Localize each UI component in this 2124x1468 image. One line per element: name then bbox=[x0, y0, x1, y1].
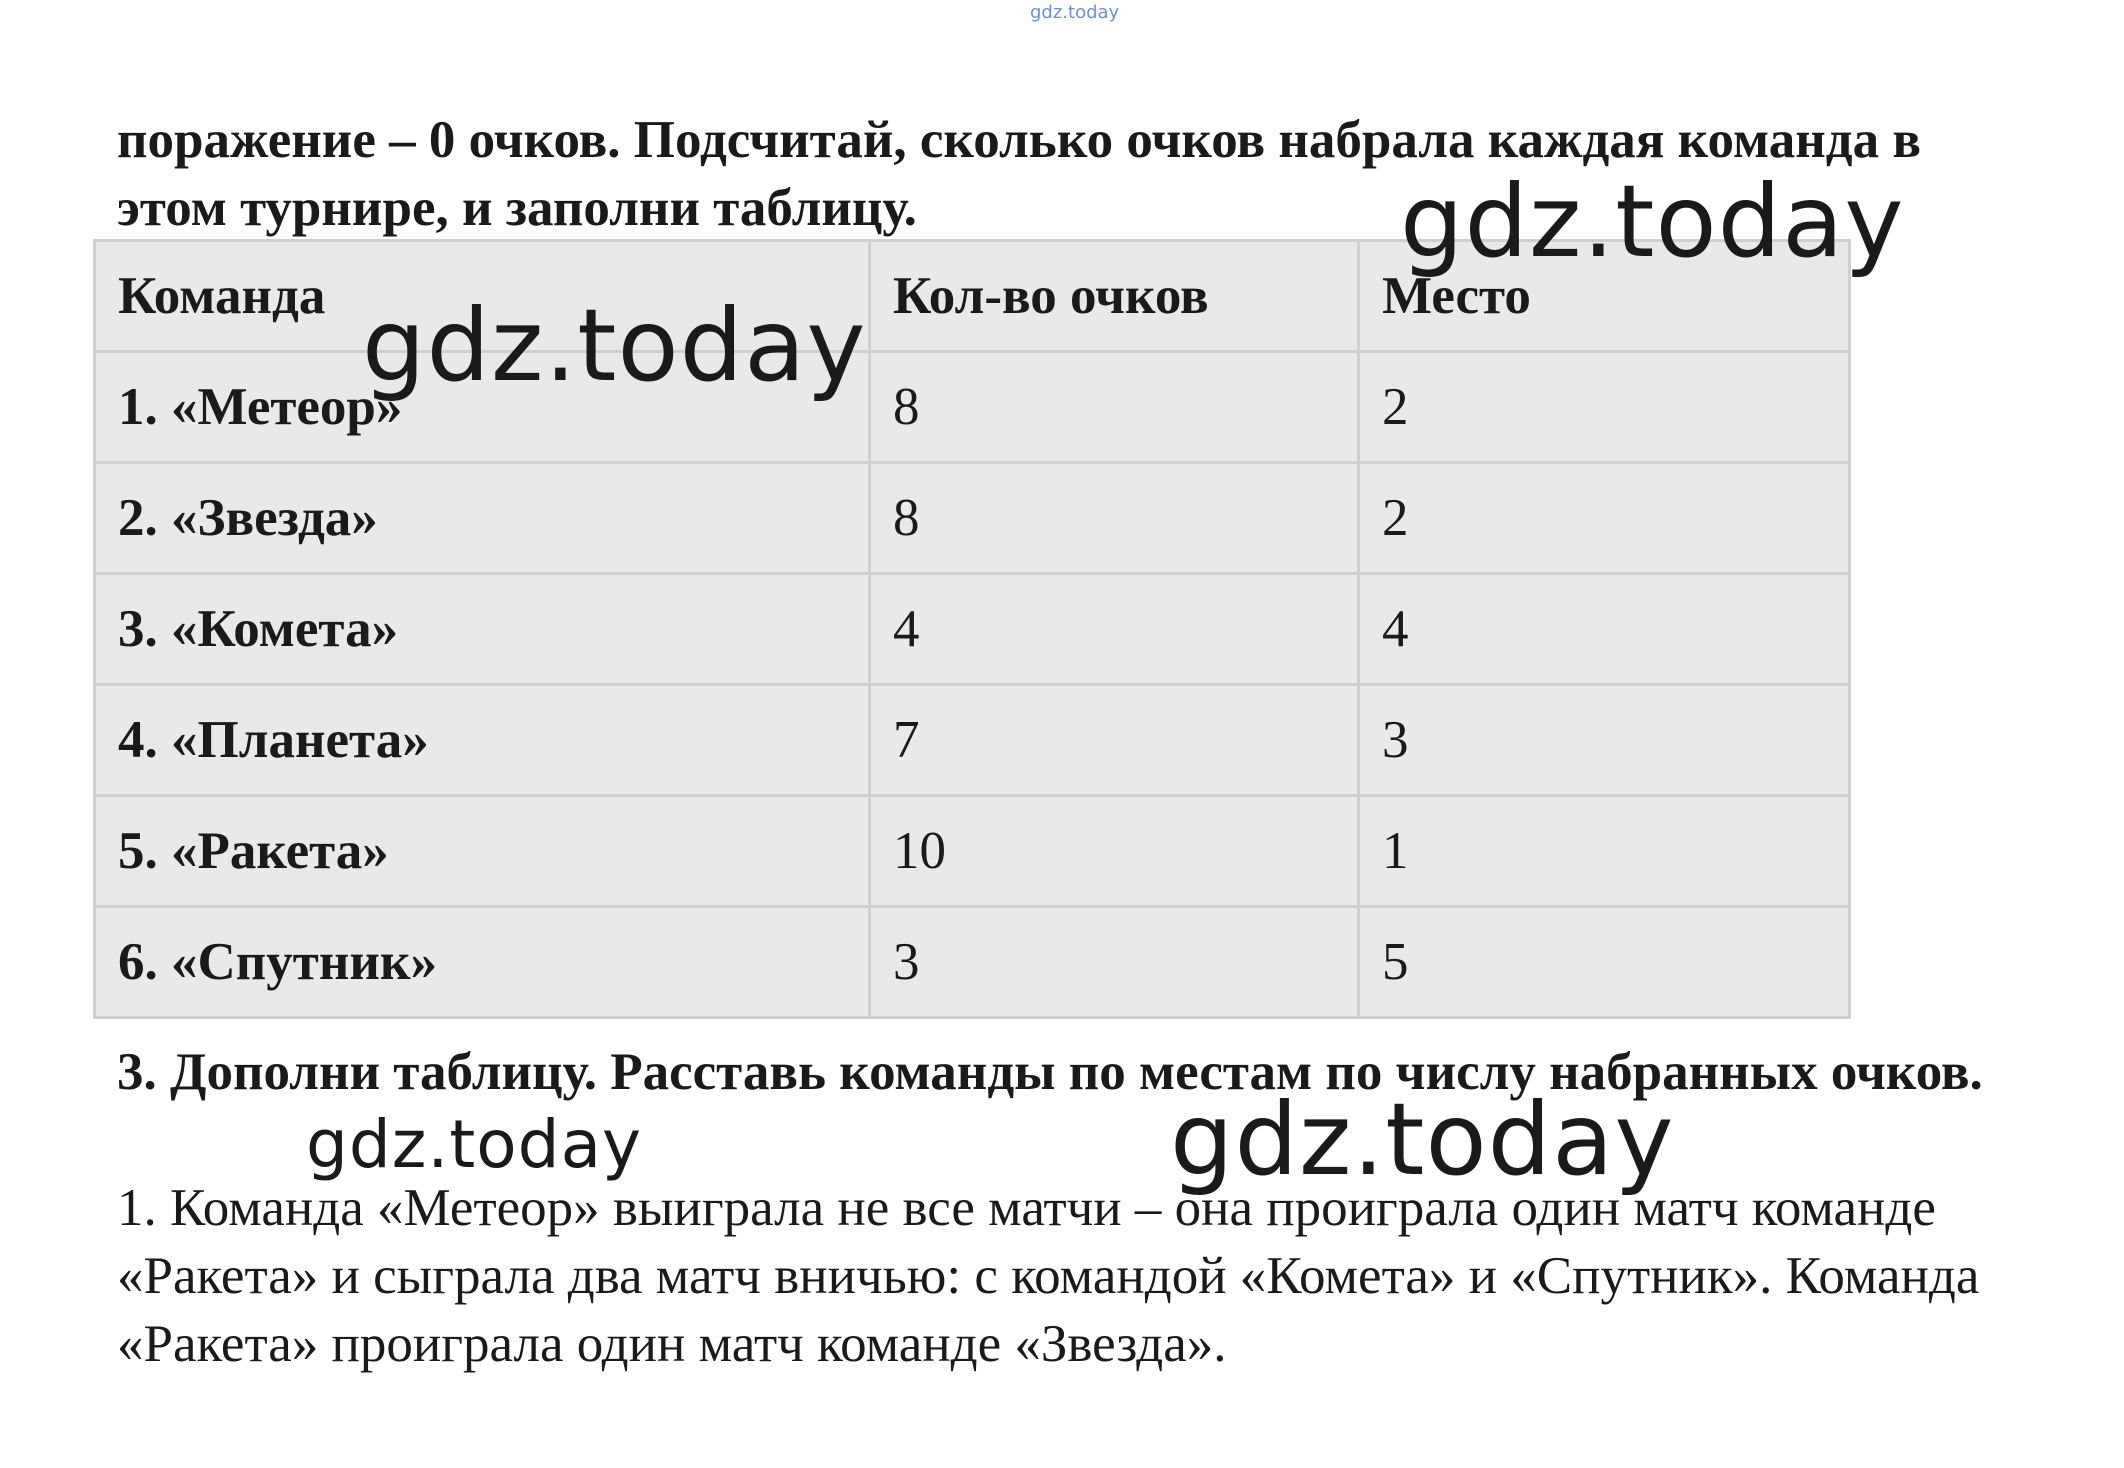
team-cell: 1. «Метеор» bbox=[95, 352, 870, 463]
team-cell: 6. «Спутник» bbox=[95, 907, 870, 1018]
table-row bbox=[95, 574, 1850, 685]
watermark: gdz.today bbox=[1400, 163, 1905, 280]
place-cell: 2 bbox=[1359, 352, 1850, 463]
intro-paragraph: поражение – 0 очков. Подсчитай, сколько очков набрала каждая команда в этом турнире, и заполни таблицу. bbox=[117, 111, 1921, 237]
place-cell: 5 bbox=[1359, 907, 1850, 1018]
table-row bbox=[95, 352, 1850, 463]
table-row bbox=[95, 463, 1850, 574]
table-row bbox=[95, 685, 1850, 796]
points-cell: 4 bbox=[870, 574, 1359, 685]
results-table bbox=[93, 239, 1851, 1019]
team-cell: 2. «Звезда» bbox=[95, 463, 870, 574]
header-team: Команда bbox=[95, 241, 870, 352]
watermark: gdz.today bbox=[1170, 1081, 1675, 1198]
header-points: Кол-во очков bbox=[870, 241, 1359, 352]
place-cell: 3 bbox=[1359, 685, 1850, 796]
table-row bbox=[95, 796, 1850, 907]
points-cell: 3 bbox=[870, 907, 1359, 1018]
task-heading: 3. Дополни таблицу. Расставь команды по местам по числу набранных очков. bbox=[117, 1043, 1983, 1101]
team-cell: 4. «Планета» bbox=[95, 685, 870, 796]
points-cell: 10 bbox=[870, 796, 1359, 907]
task-body: 1. Команда «Метеор» выиграла не все матчи – она проиграла один матч команде «Ракета» и сыграла два матч вничью: с командой «Комета» и «Спутник». Команда «Ракета» проиграла один матч команде «Звезда». bbox=[117, 1179, 1980, 1373]
points-cell: 8 bbox=[870, 463, 1359, 574]
watermark: gdz.today bbox=[306, 1106, 643, 1183]
team-cell: 5. «Ракета» bbox=[95, 796, 870, 907]
place-cell: 4 bbox=[1359, 574, 1850, 685]
watermark-small: gdz.today bbox=[1030, 2, 1120, 23]
header-place: Место bbox=[1359, 241, 1850, 352]
place-cell: 1 bbox=[1359, 796, 1850, 907]
place-cell: 2 bbox=[1359, 463, 1850, 574]
points-cell: 8 bbox=[870, 352, 1359, 463]
watermark: gdz.today bbox=[362, 287, 867, 404]
table-row bbox=[95, 907, 1850, 1018]
team-cell: 3. «Комета» bbox=[95, 574, 870, 685]
points-cell: 7 bbox=[870, 685, 1359, 796]
